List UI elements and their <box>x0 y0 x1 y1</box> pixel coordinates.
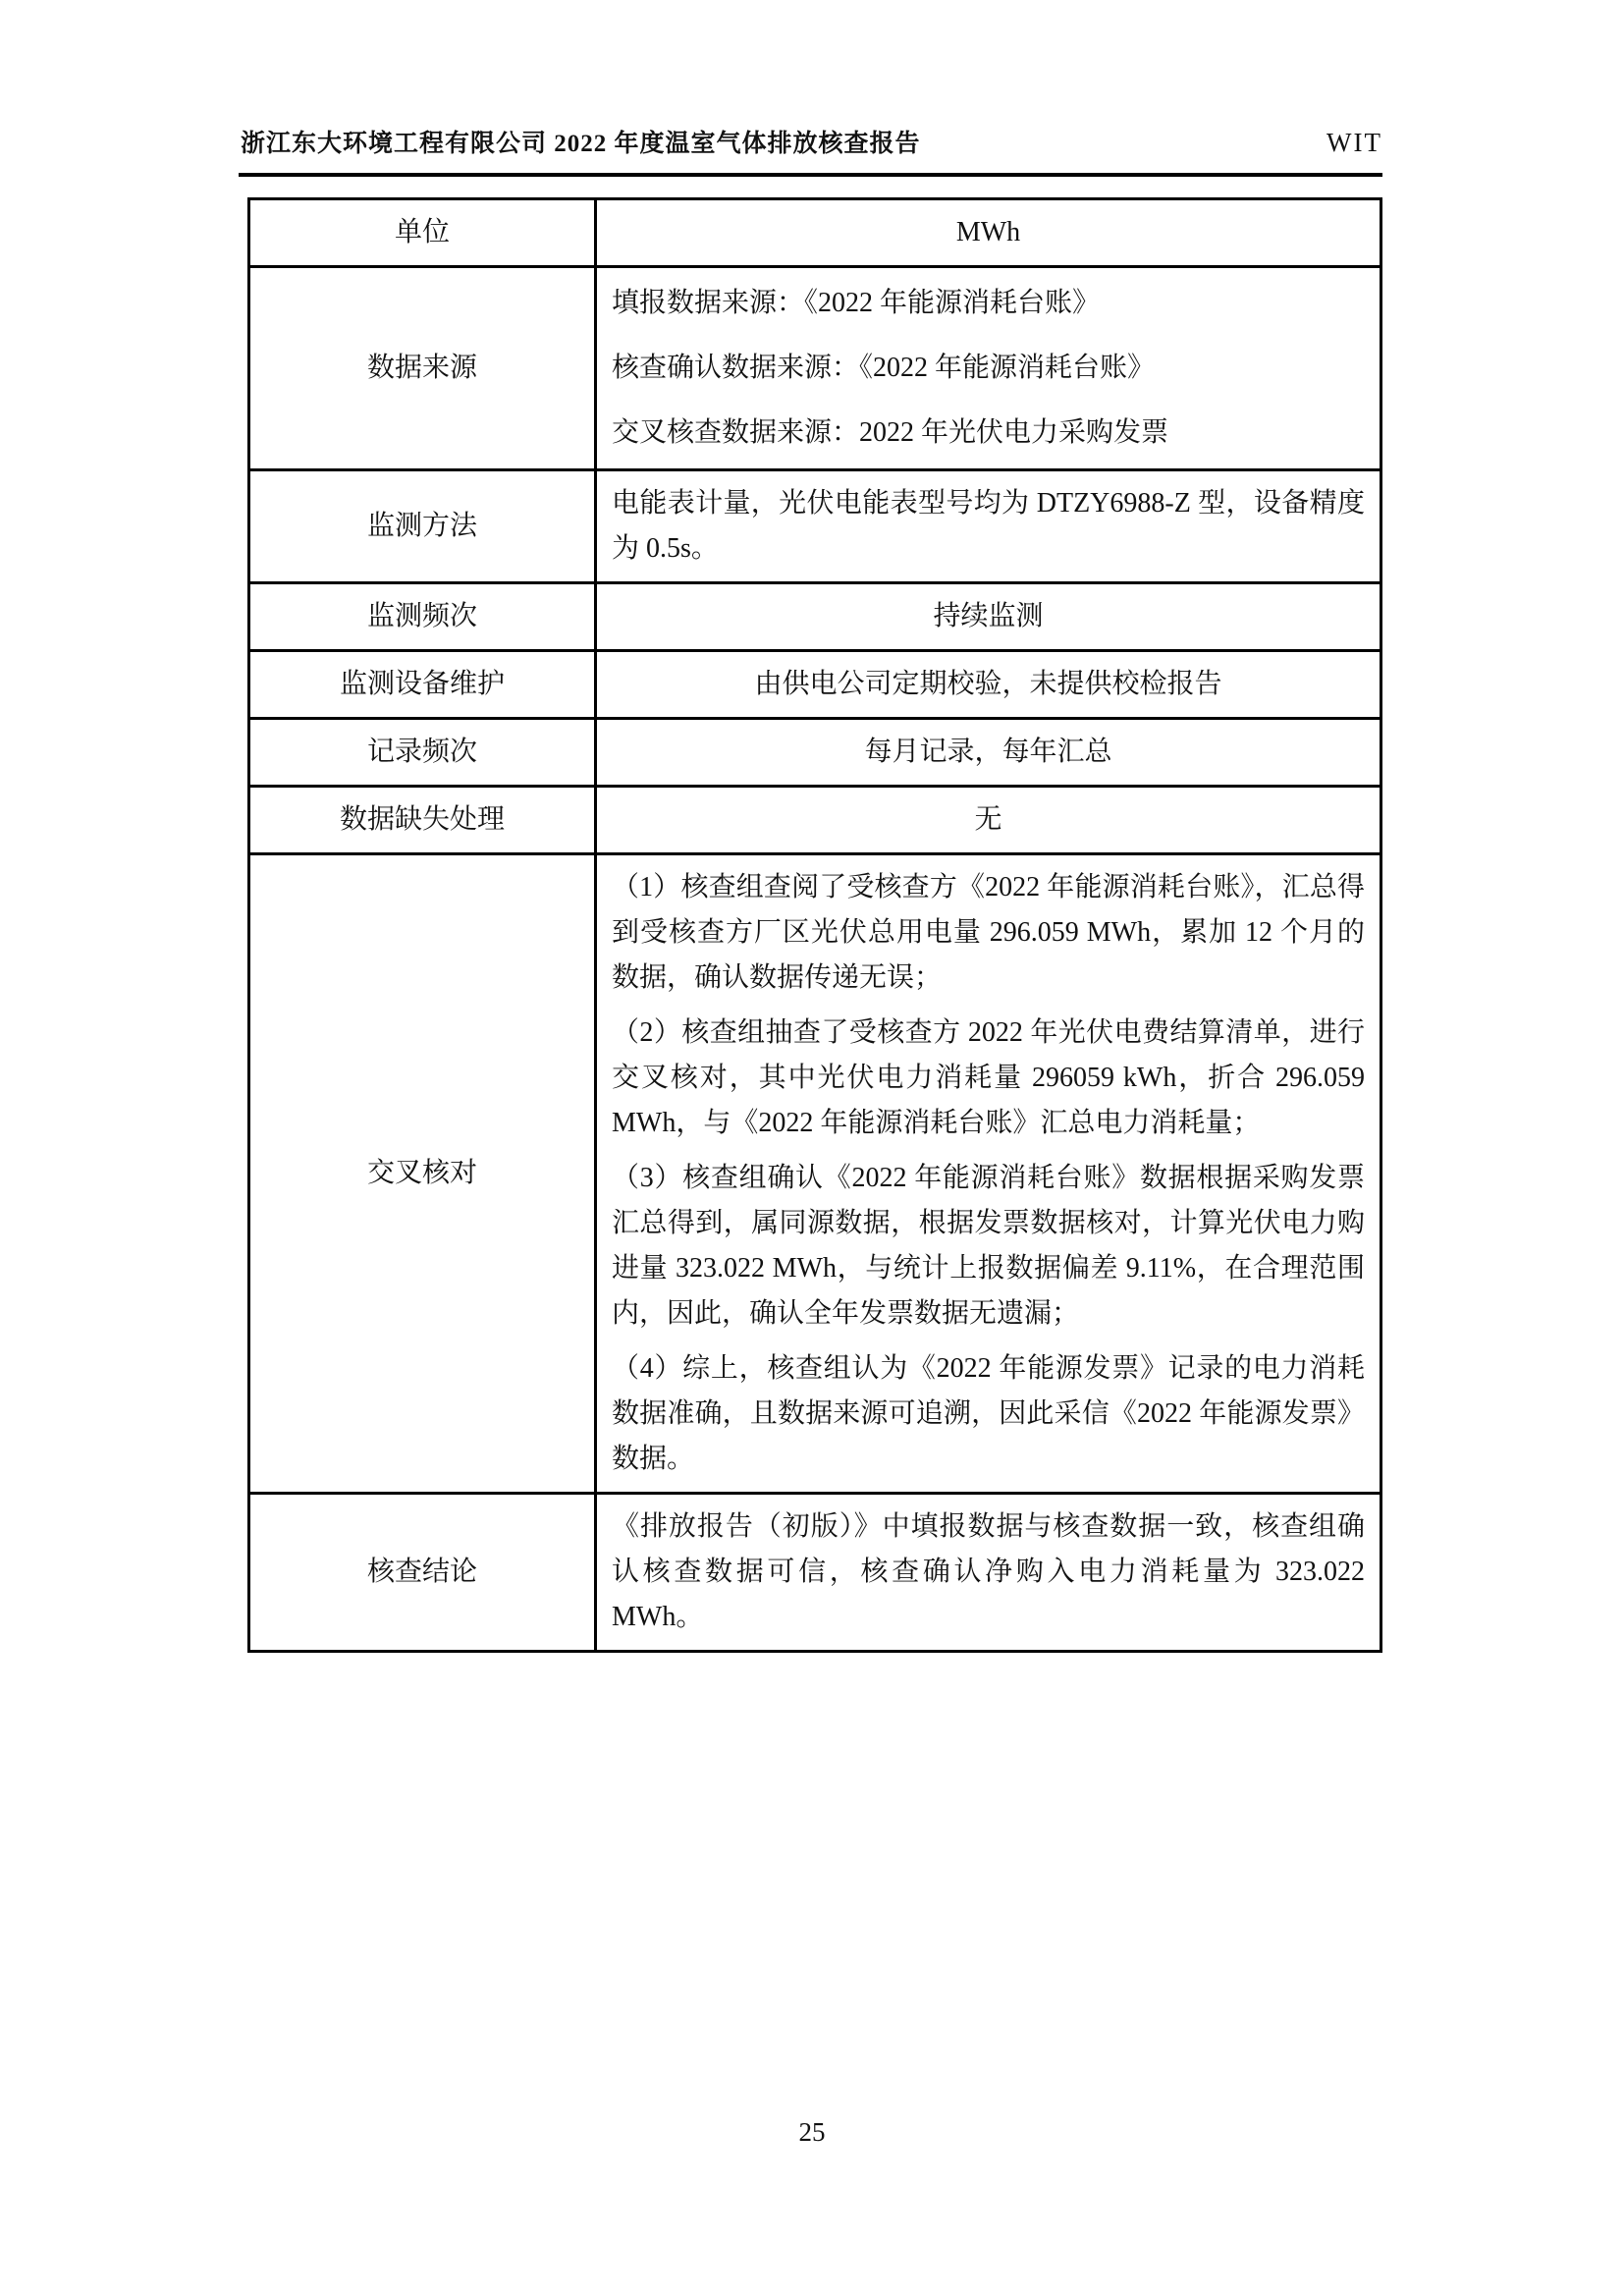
content-paragraph: （2）核查组抽查了受核查方 2022 年光伏电费结算清单，进行交叉核对，其中光伏电力消耗量 296059 kWh，折合 296.059 MWh，与《2022 年能源消耗台账》汇总电力消耗量； <box>612 1017 1365 1138</box>
table-row <box>249 787 1381 854</box>
table-row <box>249 199 1381 267</box>
content-paragraph: 核查确认数据来源：《2022 年能源消耗台账》 <box>612 353 1156 383</box>
content-paragraph: 《排放报告（初版）》中填报数据与核查数据一致，核查组确认核查数据可信，核查确认净购入电力消耗量为 323.022 MWh。 <box>612 1511 1365 1632</box>
row-label: 监测设备维护 <box>249 651 596 719</box>
content-paragraph: 持续监测 <box>933 601 1044 631</box>
row-content <box>596 854 1381 1494</box>
table-row <box>249 267 1381 470</box>
row-content <box>596 787 1381 854</box>
report-title: 浙江东大环境工程有限公司 2022 年度温室气体排放核查报告 <box>241 131 921 157</box>
content-paragraph: 电能表计量，光伏电能表型号均为 DTZY6988-Z 型，设备精度为 0.5s。 <box>612 488 1365 564</box>
content-paragraph: （1）核查组查阅了受核查方《2022 年能源消耗台账》，汇总得到受核查方厂区光伏总用电量 296.059 MWh，累加 12 个月的数据，确认数据传递无误； <box>612 872 1365 993</box>
page-number: 25 <box>798 2117 826 2147</box>
header-mark-wit: WIT <box>1326 128 1382 157</box>
row-content <box>596 583 1381 651</box>
row-label: 数据缺失处理 <box>249 787 596 854</box>
row-content <box>596 267 1381 470</box>
row-label: 监测频次 <box>249 583 596 651</box>
table-row <box>249 583 1381 651</box>
table-row <box>249 651 1381 719</box>
page-footer <box>0 2117 1624 2148</box>
table-row <box>249 1494 1381 1652</box>
row-content <box>596 1494 1381 1652</box>
table-row <box>249 719 1381 787</box>
table-row <box>249 854 1381 1494</box>
row-content <box>596 470 1381 583</box>
content-paragraph: （3）核查组确认《2022 年能源消耗台账》数据根据采购发票汇总得到，属同源数据，根据发票数据核对，计算光伏电力购进量 323.022 MWh，与统计上报数据偏差 9.11%，在合理范围内，因此，确认全年发票数据无遗漏； <box>612 1163 1365 1329</box>
table-row <box>249 470 1381 583</box>
row-content <box>596 199 1381 267</box>
row-content <box>596 719 1381 787</box>
verification-data-table <box>247 197 1382 1653</box>
row-label: 数据来源 <box>249 267 596 470</box>
page-header <box>241 124 1382 159</box>
content-paragraph: 无 <box>974 804 1002 835</box>
content-paragraph: 由供电公司定期校验，未提供校检报告 <box>754 669 1222 699</box>
content-paragraph: 交叉核查数据来源：2022 年光伏电力采购发票 <box>612 417 1169 448</box>
verification-table-body <box>249 199 1381 1652</box>
row-label: 核查结论 <box>249 1494 596 1652</box>
content-paragraph: 每月记录，每年汇总 <box>864 737 1112 767</box>
content-paragraph: MWh <box>955 217 1021 247</box>
content-paragraph: 填报数据来源：《2022 年能源消耗台账》 <box>612 288 1101 318</box>
row-label: 交叉核对 <box>249 854 596 1494</box>
row-label: 监测方法 <box>249 470 596 583</box>
content-paragraph: （4）综上，核查组认为《2022 年能源发票》记录的电力消耗数据准确，且数据来源可追溯，因此采信《2022 年能源发票》数据。 <box>612 1353 1365 1474</box>
row-label: 记录频次 <box>249 719 596 787</box>
header-rule <box>239 173 1382 177</box>
row-label: 单位 <box>249 199 596 267</box>
row-content <box>596 651 1381 719</box>
